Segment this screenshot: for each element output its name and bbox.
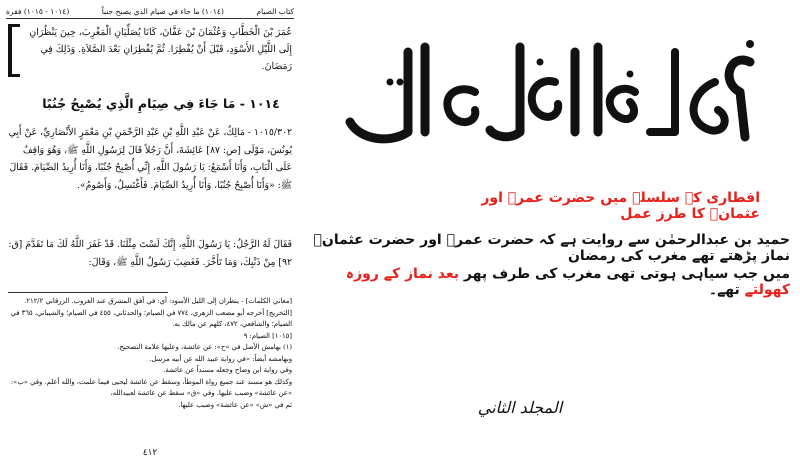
page-header [6,4,294,19]
footnote-line: وبهامشه أيضاً: «في رواية عبيد الله عن أبيه مرسل. [149,354,292,363]
footnote-separator [8,292,168,293]
footnote-line: (١) بهامش الأصل في «ح»: عن عائشة، وعليها علامة التصحيح. [117,343,292,351]
calligraphy-logo [330,22,770,162]
paragraph-2: ١٠١٥/٣٠٢ - مَالِكٌ، عَنْ عَبْدِ اللَّهِ بْنِ عَبْدِ الرَّحْمَنِ بْنِ مَعْمَرٍ الأَنْصَارِيِّ، عَنْ أَبِي يُونُسَ، مَوْلَى [ص: ٨٧] عَائِشَةَ، أَنَّ رَجُلاً قَالَ لِرَسُولِ اللَّهِ ﷺ، وَهُوَ وَاقِفٌ عَلَى الْبَابِ، وَأَنَا أَسْمَعُ: يَا رَسُولَ اللَّهِ، إِنِّي أُصْبِحُ جُنُبًا، وَأَنَا أُرِيدُ الصِّيَامَ. فَقَالَ ﷺ: «وَأَنَا أُصْبِحُ جُنُبًا، وَأَنَا أُرِيدُ الصِّيَامَ. فَأَغْتَسِلُ، وَأَصُومُ». [8,127,292,191]
footnote-line: [١٠١٥] الصيام: ٩ [243,331,292,340]
arabic-book-page [0,0,300,466]
chapter-title: ١٠١٤ - مَا جَاءَ فِي صِيَامِ الَّذِي يُصْبِحُ جُنُبًا [42,96,280,111]
paragraph-3: فَقَالَ لَهُ الرَّجُلُ: يَا رَسُولَ اللَّهِ، إِنَّكَ لَسْتَ مِثْلَنَا. قَدْ غَفَرَ اللَّهُ لَكَ مَا تَقَدَّمَ [ق: ٩٢] مِنْ ذَنْبِكَ، وَمَا تَأَخَّرَ. فَغَضِبَ رَسُولُ اللَّهِ ﷺ، وَقَالَ: [8,239,292,268]
footnote-line: ثم في «ش» «عن عائشة» وضبب عليها. [178,400,292,409]
header-chapter: (١٠١٤) ما جاء في صيام الذي يصبح جنباً [101,6,224,16]
margin-bracket [8,26,12,76]
urdu-line-2-start: میں جب سیاہی ہوتی تھی مغرب کی طرف پھر [463,266,790,282]
header-paragraph-ref: (١٠١٤ - ١٠١٥) فقرة [6,6,70,16]
urdu-line-2-highlight: بعد نماز کے روزہ کھولتے [345,266,790,298]
volume-label: المجلد الثاني [477,398,563,417]
urdu-panel [300,0,800,466]
urdu-line-2-end: تھے۔ [708,282,740,298]
footnote-line: [معاني الكلمات] - ينظران إلى الليل الأسود: أي: في أفق المشرق عند الغروب. الزرقاني ٢١٢/٢. [24,297,292,305]
footnote-line: [التخريج] أخرجه أبو مصعب الزهري، ٧٧٤ في الصيام؛ والحدثاني، ٤٥٥ في الصيام؛ والشيباني، ٣٦٥ في الصيام؛ والشافعي، ٤٧٢، كلهم عن مالك به. [10,308,292,328]
page-number: ٤١٢ [142,448,158,458]
footnotes [8,296,292,411]
urdu-line-2 [312,266,790,298]
footnote-line: وكذلك هو مسند عند جميع رواة الموطأ، وسقط عن عائشة ليحيى فيما علمت، والله أعلم. وفي «ب»: «عن عائشة» وضبب عليها. وفي «ق» سقط عن عائشة لعبيدالله، [10,377,292,397]
urdu-line-1: حمید بن عبدالرحمٰن سے روایت ہے کہ حضرت عمرؓ اور حضرت عثمانؓ نماز پڑھتے تھے مغرب کی رمضان [313,232,790,264]
header-section: كتاب الصيام [256,6,294,16]
footnote-line: وفي رواية ابن وضاح وجعله مسنداً عن عائشة. [163,366,292,374]
book-title-calligraphy [330,22,770,162]
paragraph-1: عُمَرَ بْنَ الْخَطَّابِ وَعُثْمَانَ بْنَ عَفَّانَ، كَانَا يُصَلِّيَانِ الْمَغْرِبَ، حِينَ يَنْظُرَانِ إِلَى اللَّيْلِ الأَسْوَدِ، قَبْلَ أَنْ يُفْطِرَا. ثُمَّ يُفْطِرَانِ بَعْدَ الصَّلاَةِ. وَذَلِكَ فِي رَمَضَانَ. [29,27,292,72]
urdu-heading: افطاری کے سلسلے میں حضرت عمرؓ اور عثمانؓ کا طرز عمل [481,190,760,222]
